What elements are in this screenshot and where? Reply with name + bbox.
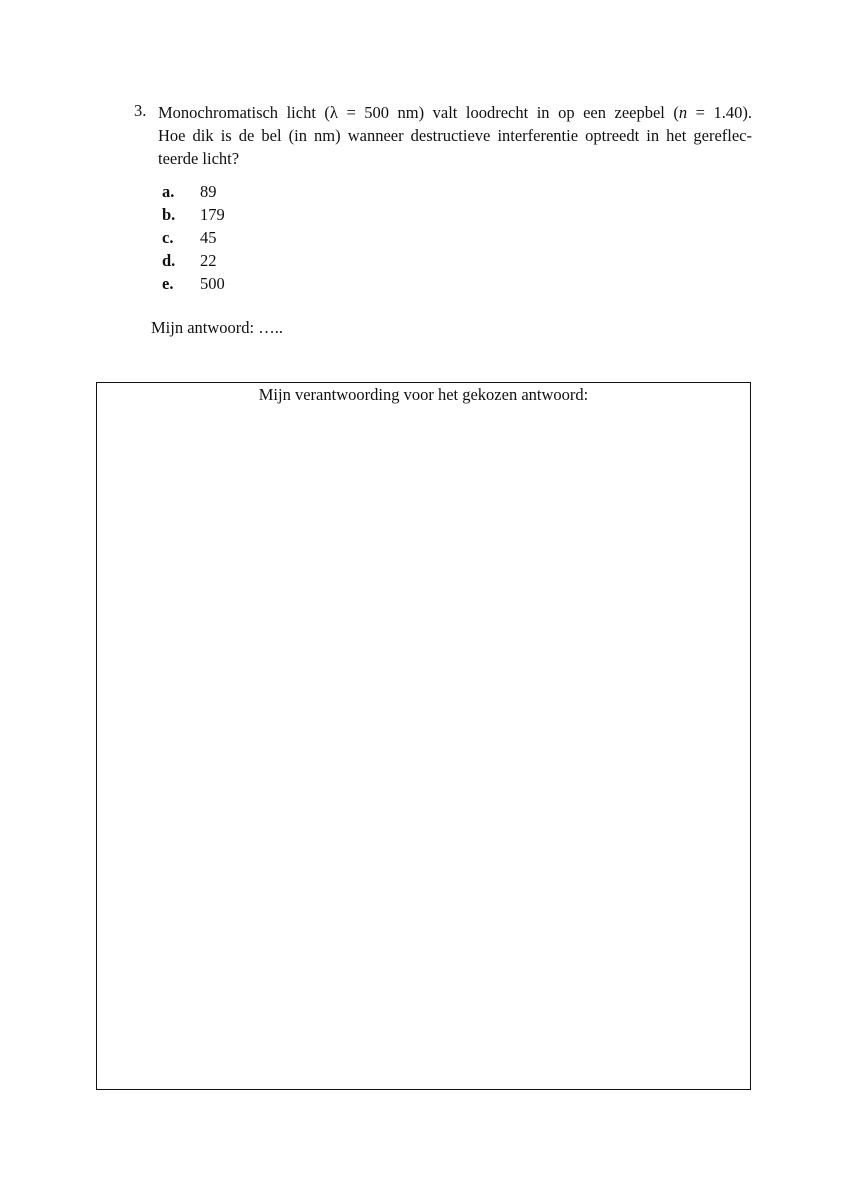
question-number: 3. xyxy=(134,101,147,120)
option-value: 89 xyxy=(200,182,217,201)
option-value: 22 xyxy=(200,251,217,270)
justification-box[interactable] xyxy=(96,382,751,1090)
option-d[interactable] xyxy=(162,249,225,272)
question-text xyxy=(158,101,752,170)
question-line-3: teerde licht? xyxy=(158,149,240,168)
option-e[interactable] xyxy=(162,272,225,295)
question-line-2: Hoe dik is de bel (in nm) wanneer destructieve interferentie optreedt in het gereflec- xyxy=(158,126,752,145)
option-b[interactable] xyxy=(162,203,225,226)
option-value: 500 xyxy=(200,274,225,293)
option-letter: a. xyxy=(162,182,175,201)
option-value: 179 xyxy=(200,205,225,224)
option-c[interactable] xyxy=(162,226,225,249)
option-letter: e. xyxy=(162,274,174,293)
option-a[interactable] xyxy=(162,180,225,203)
answer-line[interactable]: Mijn antwoord: ….. xyxy=(151,318,283,337)
justification-box-title: Mijn verantwoording voor het gekozen antwoord: xyxy=(258,385,589,404)
option-letter: d. xyxy=(162,251,176,270)
option-letter: b. xyxy=(162,205,176,224)
option-letter: c. xyxy=(162,228,174,247)
option-value: 45 xyxy=(200,228,217,247)
question-line-1: Monochromatisch licht (λ = 500 nm) valt loodrecht in op een zeepbel (n = 1.40). xyxy=(158,103,752,122)
answer-options xyxy=(162,180,225,295)
